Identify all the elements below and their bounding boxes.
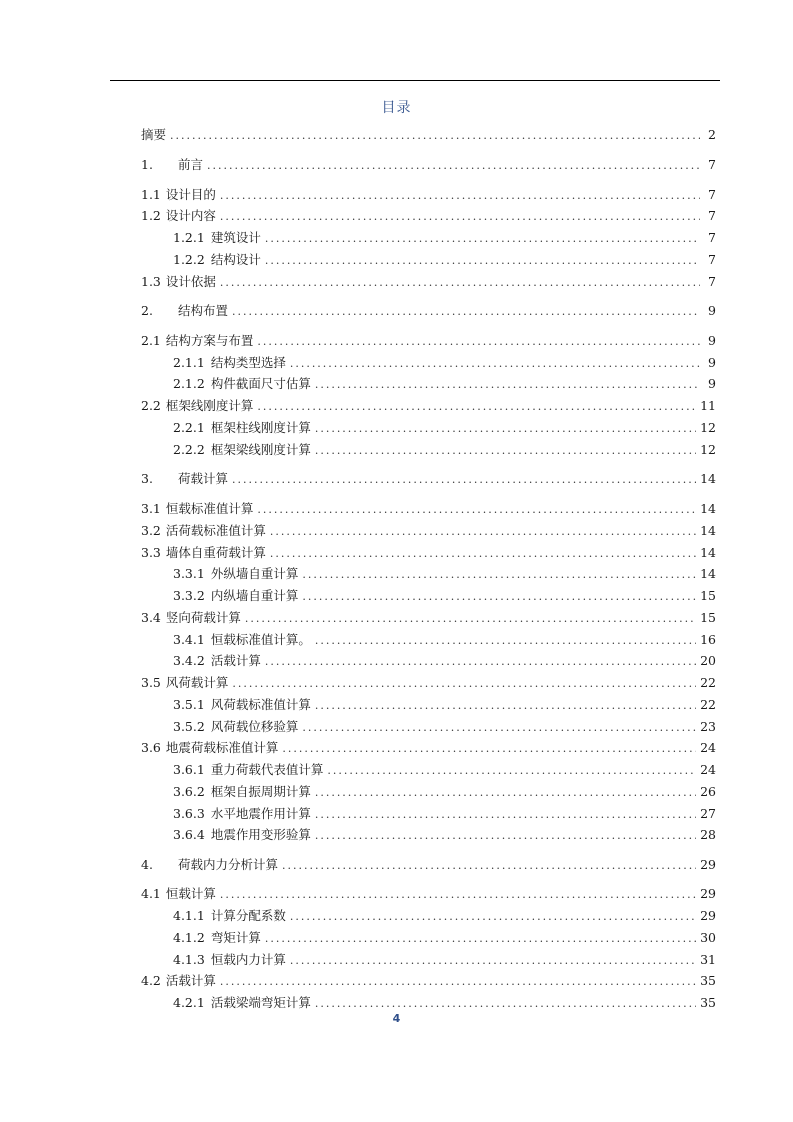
toc-page: 11 bbox=[700, 398, 716, 413]
toc-leader bbox=[315, 377, 700, 393]
toc-text: 建筑设计 bbox=[210, 230, 261, 245]
toc-number: 1.3 bbox=[141, 274, 161, 289]
toc-entry[interactable] bbox=[173, 566, 716, 583]
toc-leader bbox=[232, 676, 696, 692]
toc-page: 24 bbox=[700, 762, 716, 777]
toc-page: 31 bbox=[700, 952, 716, 967]
toc-leader bbox=[282, 741, 696, 757]
toc-number: 2.1 bbox=[141, 333, 161, 348]
toc-number: 4.1.3 bbox=[173, 952, 205, 967]
toc-page: 2 bbox=[708, 127, 716, 142]
toc-number: 3.6.3 bbox=[173, 806, 205, 821]
toc-number: 1. bbox=[141, 157, 153, 172]
toc-page: 7 bbox=[708, 252, 716, 267]
toc-page: 24 bbox=[700, 740, 716, 755]
toc-page: 22 bbox=[700, 675, 716, 690]
toc-text: 结构设计 bbox=[210, 252, 261, 267]
toc-number: 3.6.1 bbox=[173, 762, 205, 777]
toc-text: 内纵墙自重计算 bbox=[210, 588, 299, 603]
toc-number: 4.1.1 bbox=[173, 908, 205, 923]
toc-entry[interactable] bbox=[141, 675, 716, 692]
toc-text: 恒载内力计算 bbox=[210, 952, 286, 967]
toc-text: 结构布置 bbox=[178, 303, 229, 318]
toc-text: 框架线刚度计算 bbox=[165, 398, 254, 413]
toc-leader bbox=[290, 909, 696, 925]
toc-entry[interactable] bbox=[141, 333, 716, 350]
toc-entry[interactable] bbox=[173, 827, 716, 844]
toc-text: 设计依据 bbox=[165, 274, 216, 289]
toc-number: 3.4.2 bbox=[173, 653, 205, 668]
toc-leader bbox=[270, 524, 696, 540]
toc-leader bbox=[302, 589, 696, 605]
toc-leader bbox=[315, 443, 696, 459]
toc-leader bbox=[290, 356, 700, 372]
toc-entry[interactable] bbox=[173, 784, 716, 801]
toc-number: 3.3.1 bbox=[173, 566, 205, 581]
toc-number: 4. bbox=[141, 857, 153, 872]
toc-page: 20 bbox=[700, 653, 716, 668]
toc-leader bbox=[315, 698, 696, 714]
toc-text: 计算分配系数 bbox=[210, 908, 286, 923]
toc-number: 3.3.2 bbox=[173, 588, 205, 603]
toc-leader bbox=[232, 472, 696, 488]
toc-leader bbox=[220, 887, 696, 903]
toc-page: 29 bbox=[700, 857, 716, 872]
toc-leader bbox=[232, 304, 700, 320]
toc-entry[interactable] bbox=[141, 523, 716, 540]
toc-leader bbox=[207, 158, 700, 174]
toc-leader bbox=[257, 502, 696, 518]
toc-entry[interactable] bbox=[173, 719, 716, 736]
toc-text: 活载梁端弯矩计算 bbox=[210, 995, 311, 1010]
toc-leader bbox=[257, 334, 700, 350]
toc-entry[interactable] bbox=[141, 208, 716, 225]
toc-text: 风荷载标准值计算 bbox=[210, 697, 311, 712]
toc-page: 9 bbox=[708, 376, 716, 391]
toc-entry[interactable] bbox=[173, 376, 716, 393]
toc-number: 3.6.2 bbox=[173, 784, 205, 799]
toc-leader bbox=[315, 421, 696, 437]
toc-text: 前言 bbox=[178, 157, 204, 172]
toc-number: 3. bbox=[141, 471, 153, 486]
toc-page: 12 bbox=[700, 420, 716, 435]
toc-entry[interactable] bbox=[173, 762, 716, 779]
toc-entry[interactable] bbox=[173, 806, 716, 823]
toc-leader bbox=[220, 974, 696, 990]
toc-number: 2.2.2 bbox=[173, 442, 205, 457]
toc-leader bbox=[327, 763, 696, 779]
toc-entry[interactable] bbox=[141, 157, 716, 174]
toc-number: 3.4 bbox=[141, 610, 161, 625]
toc-text: 活载计算 bbox=[210, 653, 261, 668]
page-number: 4 bbox=[392, 1012, 401, 1025]
toc-leader bbox=[220, 188, 700, 204]
toc-page: 7 bbox=[708, 208, 716, 223]
toc-entry[interactable] bbox=[173, 420, 716, 437]
toc-leader bbox=[245, 611, 696, 627]
toc-page: 35 bbox=[700, 995, 716, 1010]
toc-leader bbox=[220, 209, 700, 225]
toc-entry[interactable] bbox=[173, 908, 716, 925]
toc-text: 地震作用变形验算 bbox=[210, 827, 311, 842]
toc-number: 3.5 bbox=[141, 675, 161, 690]
toc-leader bbox=[170, 128, 700, 144]
toc-leader bbox=[265, 654, 696, 670]
toc-text: 设计目的 bbox=[165, 187, 216, 202]
toc-entry[interactable] bbox=[173, 252, 716, 269]
toc-leader bbox=[220, 275, 700, 291]
toc-entry[interactable] bbox=[141, 274, 716, 291]
toc-page: 14 bbox=[700, 566, 716, 581]
toc-page: 28 bbox=[700, 827, 716, 842]
toc-entry[interactable] bbox=[141, 610, 716, 627]
toc-text: 设计内容 bbox=[165, 208, 216, 223]
toc-number: 3.3 bbox=[141, 545, 161, 560]
toc-entry[interactable] bbox=[141, 501, 716, 518]
toc-leader bbox=[315, 633, 696, 649]
toc-entry[interactable] bbox=[141, 973, 716, 990]
toc-text: 构件截面尺寸估算 bbox=[210, 376, 311, 391]
toc-page: 9 bbox=[708, 355, 716, 370]
toc-leader bbox=[265, 253, 700, 269]
toc-text: 荷载内力分析计算 bbox=[178, 857, 279, 872]
toc-entry[interactable] bbox=[173, 653, 716, 670]
toc-text: 地震荷载标准值计算 bbox=[165, 740, 279, 755]
toc-text: 墙体自重荷载计算 bbox=[165, 545, 266, 560]
toc-entry[interactable] bbox=[141, 545, 716, 562]
toc-text: 竖向荷载计算 bbox=[165, 610, 241, 625]
toc-leader bbox=[315, 785, 696, 801]
toc-number: 1.1 bbox=[141, 187, 161, 202]
toc-text: 风荷载位移验算 bbox=[210, 719, 299, 734]
toc-entry[interactable] bbox=[141, 127, 716, 144]
toc-number: 3.4.1 bbox=[173, 632, 205, 647]
toc-leader bbox=[265, 231, 700, 247]
toc-text: 恒载标准值计算 bbox=[165, 501, 254, 516]
toc-entry[interactable] bbox=[173, 995, 716, 1012]
toc-text: 结构方案与布置 bbox=[165, 333, 254, 348]
toc-number: 2. bbox=[141, 303, 153, 318]
toc-text: 框架柱线刚度计算 bbox=[210, 420, 311, 435]
toc-leader bbox=[270, 546, 696, 562]
toc-page: 29 bbox=[700, 908, 716, 923]
toc-text: 结构类型选择 bbox=[210, 355, 286, 370]
toc-text: 恒载计算 bbox=[165, 886, 216, 901]
toc-page: 29 bbox=[700, 886, 716, 901]
toc-page: 7 bbox=[708, 187, 716, 202]
toc-entry[interactable] bbox=[141, 398, 716, 415]
toc-number: 3.6.4 bbox=[173, 827, 205, 842]
toc-entry[interactable] bbox=[173, 697, 716, 714]
toc-page: 16 bbox=[700, 632, 716, 647]
toc-leader bbox=[290, 953, 696, 969]
toc-entry[interactable] bbox=[141, 303, 716, 320]
toc-text: 弯矩计算 bbox=[210, 930, 261, 945]
toc-entry[interactable] bbox=[141, 471, 716, 488]
toc-entry[interactable] bbox=[173, 230, 716, 247]
toc-page: 14 bbox=[700, 501, 716, 516]
toc-page: 22 bbox=[700, 697, 716, 712]
toc-page: 27 bbox=[700, 806, 716, 821]
toc-page: 26 bbox=[700, 784, 716, 799]
toc-entry[interactable] bbox=[173, 355, 716, 372]
toc-number: 3.5.1 bbox=[173, 697, 205, 712]
toc-leader bbox=[302, 720, 696, 736]
toc-text: 框架自振周期计算 bbox=[210, 784, 311, 799]
toc-leader bbox=[265, 931, 696, 947]
toc-leader bbox=[302, 567, 696, 583]
toc-text: 风荷载计算 bbox=[165, 675, 229, 690]
toc-number: 1.2 bbox=[141, 208, 161, 223]
toc-leader bbox=[257, 399, 696, 415]
toc-page: 30 bbox=[700, 930, 716, 945]
toc-number: 2.1.1 bbox=[173, 355, 205, 370]
toc-leader bbox=[315, 996, 696, 1012]
toc-text: 重力荷载代表值计算 bbox=[210, 762, 324, 777]
toc-text: 恒载标准值计算。 bbox=[210, 632, 311, 647]
toc-leader bbox=[282, 858, 696, 874]
toc-entry[interactable] bbox=[173, 952, 716, 969]
toc-entry[interactable] bbox=[141, 740, 716, 757]
toc-text: 框架梁线刚度计算 bbox=[210, 442, 311, 457]
toc-page: 9 bbox=[708, 333, 716, 348]
toc-leader bbox=[315, 828, 696, 844]
toc-number: 2.2 bbox=[141, 398, 161, 413]
toc-page: 35 bbox=[700, 973, 716, 988]
toc-page: 9 bbox=[708, 303, 716, 318]
toc-page: 15 bbox=[700, 588, 716, 603]
toc-text: 活载计算 bbox=[165, 973, 216, 988]
toc-number: 2.1.2 bbox=[173, 376, 205, 391]
toc-number: 2.2.1 bbox=[173, 420, 205, 435]
toc-page: 15 bbox=[700, 610, 716, 625]
toc-page: 14 bbox=[700, 471, 716, 486]
toc-number: 4.2 bbox=[141, 973, 161, 988]
toc-page: 7 bbox=[708, 157, 716, 172]
toc-page: 14 bbox=[700, 545, 716, 560]
toc-entry[interactable] bbox=[141, 886, 716, 903]
toc-page: 23 bbox=[700, 719, 716, 734]
toc-entry[interactable] bbox=[173, 588, 716, 605]
toc-leader bbox=[315, 807, 696, 823]
toc-number: 3.6 bbox=[141, 740, 161, 755]
toc-entry[interactable] bbox=[173, 442, 716, 459]
toc-number: 3.2 bbox=[141, 523, 161, 538]
toc-page: 7 bbox=[708, 230, 716, 245]
toc-entry[interactable] bbox=[141, 857, 716, 874]
toc-text: 水平地震作用计算 bbox=[210, 806, 311, 821]
toc-entry[interactable] bbox=[141, 187, 716, 204]
toc-text: 荷载计算 bbox=[178, 471, 229, 486]
toc-entry[interactable] bbox=[173, 930, 716, 947]
toc-page: 14 bbox=[700, 523, 716, 538]
toc-text: 摘要 bbox=[141, 127, 167, 142]
toc-number: 1.2.2 bbox=[173, 252, 205, 267]
toc-page: 7 bbox=[708, 274, 716, 289]
toc-page: 12 bbox=[700, 442, 716, 457]
toc-number: 3.5.2 bbox=[173, 719, 205, 734]
toc-number: 3.1 bbox=[141, 501, 161, 516]
toc-number: 4.1.2 bbox=[173, 930, 205, 945]
toc-number: 4.1 bbox=[141, 886, 161, 901]
toc-text: 外纵墙自重计算 bbox=[210, 566, 299, 581]
toc-title: 目录 bbox=[381, 100, 412, 116]
toc-number: 1.2.1 bbox=[173, 230, 205, 245]
toc-entry[interactable] bbox=[173, 632, 716, 649]
toc-text: 活荷载标准值计算 bbox=[165, 523, 266, 538]
toc-number: 4.2.1 bbox=[173, 995, 205, 1010]
